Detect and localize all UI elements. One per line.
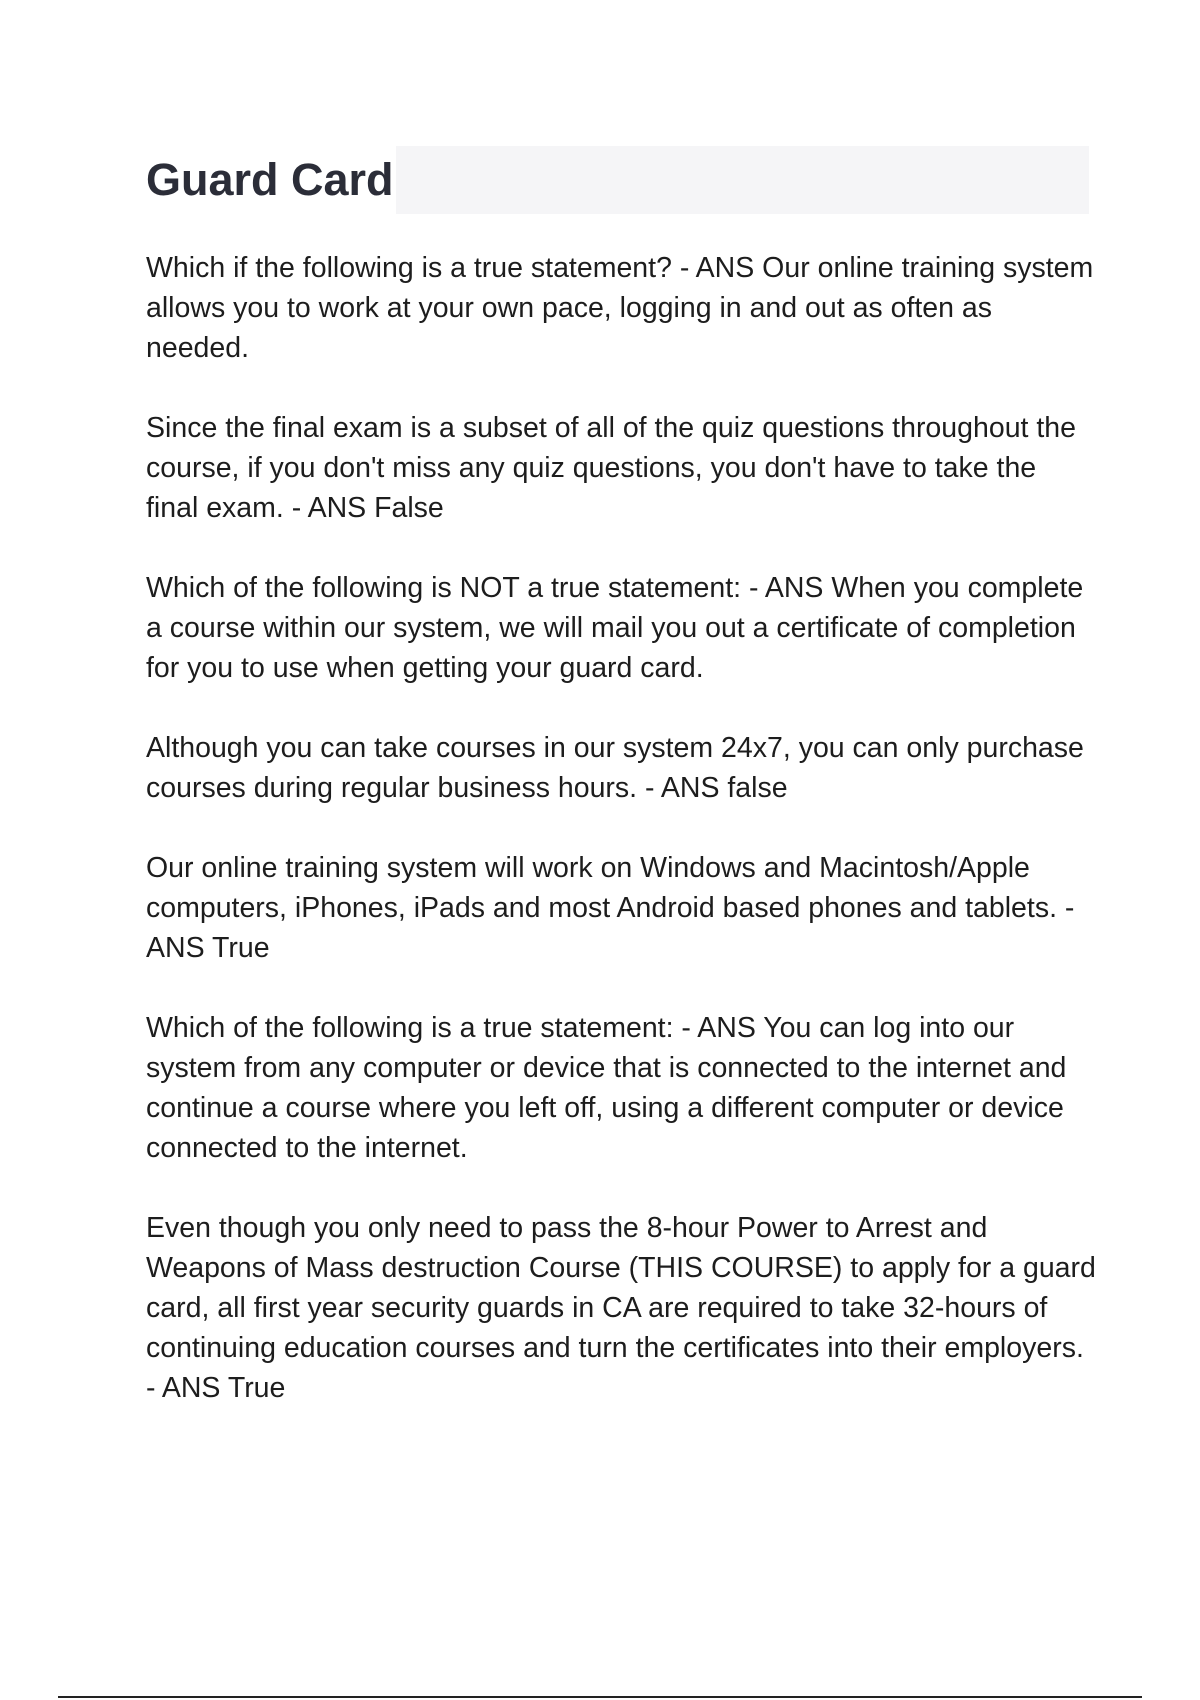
qa-item: Which if the following is a true statement? - ANS Our online training system allows you to work at your own pace, logging in and out as often as needed. <box>146 252 1094 364</box>
page-title: Guard Card <box>146 146 396 214</box>
qa-item: Since the final exam is a subset of all of the quiz questions throughout the course, if you don't miss any quiz questions, you don't have to take the final exam. - ANS False <box>146 412 1076 524</box>
qa-list <box>146 248 1096 1448</box>
qa-item: Even though you only need to pass the 8-hour Power to Arrest and Weapons of Mass destruction Course (THIS COURSE) to apply for a guard card, all first year security guards in CA are required to take 32-hours of continuing education courses and turn the certificates into their employers. - ANS True <box>146 1212 1096 1404</box>
qa-item: Our online training system will work on Windows and Macintosh/Apple computers, iPhones, iPads and most Android based phones and tablets. - ANS True <box>146 852 1075 964</box>
qa-item: Which of the following is NOT a true statement: - ANS When you complete a course within our system, we will mail you out a certificate of completion for you to use when getting your guard card. <box>146 572 1084 684</box>
qa-item: Although you can take courses in our system 24x7, you can only purchase courses during regular business hours. - ANS false <box>146 732 1084 804</box>
footer-divider <box>58 1696 1142 1698</box>
qa-item: Which of the following is a true statement: - ANS You can log into our system from any computer or device that is connected to the internet and continue a course where you left off, using a different computer or device connected to the internet. <box>146 1012 1067 1164</box>
title-banner <box>146 146 1089 214</box>
